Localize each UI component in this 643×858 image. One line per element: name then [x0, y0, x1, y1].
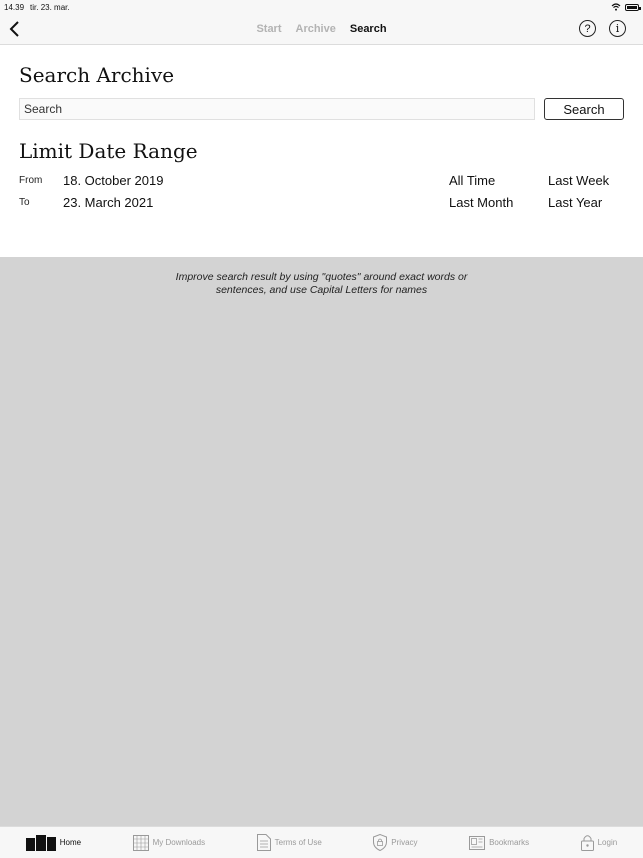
tab-start[interactable]: Start: [256, 23, 282, 35]
from-label: From: [19, 175, 43, 186]
tab-my-downloads[interactable]: [133, 835, 205, 851]
range-last-week[interactable]: Last Week: [548, 173, 610, 188]
range-last-year[interactable]: Last Year: [548, 195, 603, 210]
info-glyph: i: [615, 22, 620, 35]
document-icon: [257, 834, 271, 851]
tab-home[interactable]: [26, 835, 81, 851]
tab-login-label: Login: [597, 838, 618, 847]
to-date-value[interactable]: 23. March 2021: [63, 195, 154, 210]
tab-my-downloads-label: My Downloads: [152, 838, 206, 847]
range-all-time[interactable]: All Time: [449, 173, 496, 188]
range-last-month[interactable]: Last Month: [449, 195, 514, 210]
tab-search[interactable]: Search: [349, 23, 387, 35]
from-date-value[interactable]: 18. October 2019: [63, 173, 164, 188]
page-title: Search Archive: [19, 63, 175, 87]
tab-terms-of-use[interactable]: [257, 834, 322, 851]
tab-bookmarks[interactable]: [469, 836, 529, 850]
bookmarks-icon: [469, 836, 485, 850]
tab-privacy-label: Privacy: [391, 838, 418, 847]
tab-privacy[interactable]: [373, 834, 417, 851]
tab-login[interactable]: [581, 834, 618, 851]
search-hint-line-1: Improve search result by using "quotes" around exact words or: [175, 271, 468, 283]
battery-icon: [625, 4, 639, 11]
bottom-tab-bar: [0, 826, 643, 858]
shield-icon: [373, 834, 387, 851]
status-time: 14.39: [4, 2, 25, 12]
status-bar: [0, 0, 643, 14]
date-range-title: Limit Date Range: [19, 139, 198, 163]
status-date: tir. 23. mar.: [30, 2, 70, 12]
tab-home-label: Home: [59, 838, 82, 847]
nav-bar: [0, 14, 643, 45]
nav-tabs: [0, 14, 643, 44]
help-glyph: ?: [584, 22, 591, 35]
to-label: To: [19, 197, 30, 208]
help-icon[interactable]: [579, 20, 596, 37]
wifi-icon: [611, 3, 621, 11]
search-hint-line-2: sentences, and use Capital Letters for names: [215, 284, 428, 296]
search-hint: [0, 271, 643, 297]
home-icon: [26, 835, 56, 851]
tab-terms-of-use-label: Terms of Use: [274, 838, 322, 847]
downloads-icon: [133, 835, 149, 851]
search-button[interactable]: Search: [544, 98, 624, 120]
tab-bookmarks-label: Bookmarks: [489, 838, 530, 847]
search-panel: [0, 45, 643, 257]
results-area: [0, 257, 643, 826]
lock-icon: [581, 834, 594, 851]
info-icon[interactable]: [609, 20, 626, 37]
tab-archive[interactable]: Archive: [295, 23, 336, 35]
search-input[interactable]: [19, 98, 535, 120]
